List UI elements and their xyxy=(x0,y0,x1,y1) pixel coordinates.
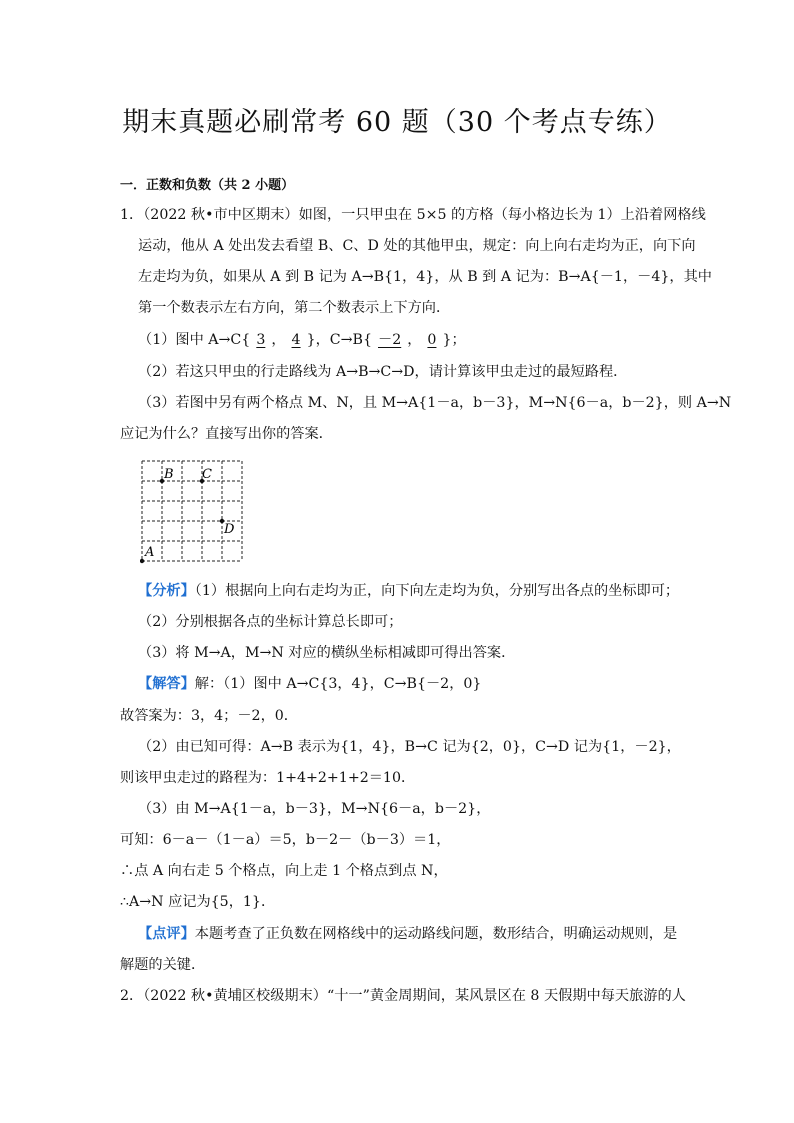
q1-part-1-sep: ， xyxy=(271,332,286,348)
q1-part-1-mid: }，C→B{ xyxy=(306,332,372,348)
grid-lines xyxy=(142,461,242,561)
analysis-tag: 【分析】 xyxy=(138,583,195,599)
q1-part-1 xyxy=(138,330,466,350)
label-a: A xyxy=(145,545,155,560)
solution-text-1: 解：（1）图中 A→C{3，4}，C→B{－2，0} xyxy=(194,676,482,692)
solution-line-7: ∴点 A 向右走 5 个格点，向上走 1 个格点到点 N， xyxy=(120,863,448,879)
q1-line-2: 运动，他从 A 处出发去看望 B、C、D 处的其他甲虫，规定：向上向右走均为正，向下向 xyxy=(138,238,696,254)
section-heading: 一．正数和负数（共 2 小题） xyxy=(120,178,295,193)
answer-blank-2: 4 xyxy=(291,332,301,348)
label-c: C xyxy=(202,467,212,482)
grid-figure xyxy=(140,458,250,566)
page-title: 期末真题必刷常考 60 题（30 个考点专练） xyxy=(122,107,672,138)
q1-part-3-cont: 应记为什么？直接写出你的答案． xyxy=(120,426,333,442)
answer-blank-3: －2 xyxy=(378,332,402,348)
q1-part-1-sep-2: ， xyxy=(407,332,422,348)
solution-line-2: 故答案为：3，4；－2，0． xyxy=(120,708,298,724)
comment-text-1: 本题考查了正负数在网格线中的运动路线问题，数形结合，明确运动规则，是 xyxy=(194,926,678,942)
q1-part-1-suffix: }； xyxy=(442,332,466,348)
label-b: B xyxy=(164,467,174,482)
q1-line-3: 左走均为负，如果从 A 到 B 记为 A→B{1，4}，从 B 到 A 记为：B→A{－1，－4}，其中 xyxy=(138,269,712,285)
solution-line-4: 则该甲虫走过的路程为：1+4+2+1+2＝10． xyxy=(120,770,416,786)
answer-blank-1: 3 xyxy=(256,332,266,348)
answer-blank-4: 0 xyxy=(427,332,437,348)
solution-line-6: 可知：6－a－（1－a）＝5，b－2－（b－3）＝1， xyxy=(120,832,451,848)
q2-line-1: 2．（2022 秋•黄埔区校级期末）“十一”黄金周期间，某风景区在 8 天假期中每天旅游的人 xyxy=(120,988,686,1004)
analysis-line-1 xyxy=(138,581,679,601)
solution-tag: 【解答】 xyxy=(138,676,195,692)
comment-tag: 【点评】 xyxy=(138,926,195,942)
q1-part-3: （3）若图中另有两个格点 M、N，且 M→A{1－a，b－3}，M→N{6－a，b－2}，则 A→N xyxy=(138,395,732,411)
q1-line-1: 1．（2022 秋•市中区期末）如图，一只甲虫在 5×5 的方格（每小格边长为 1）上沿着网格线 xyxy=(120,207,706,223)
comment-line-1 xyxy=(138,924,677,944)
solution-line-5: （3）由 M→A{1－a，b－3}，M→N{6－a，b－2}， xyxy=(138,801,491,817)
q1-line-4: 第一个数表示左右方向，第二个数表示上下方向． xyxy=(138,300,451,316)
label-d: D xyxy=(224,522,235,537)
solution-line-8: ∴A→N 应记为{5，1}． xyxy=(120,894,276,910)
comment-line-2: 解题的关键． xyxy=(120,957,206,973)
q1-part-2: （2）若这只甲虫的行走路线为 A→B→C→D，请计算该甲虫走过的最短路程． xyxy=(138,364,628,380)
solution-line-3: （2）由已知可得：A→B 表示为{1，4}，B→C 记为{2，0}，C→D 记为{1，－2}， xyxy=(138,739,681,755)
q1-part-1-prefix: （1）图中 A→C{ xyxy=(138,332,251,348)
point-a xyxy=(140,559,144,563)
analysis-text-1: （1）根据向上向右走均为正，向下向左走均为负，分别写出各点的坐标即可； xyxy=(194,583,680,599)
analysis-line-2: （2）分别根据各点的坐标计算总长即可； xyxy=(138,614,403,630)
solution-line-1 xyxy=(138,674,481,694)
analysis-line-3: （3）将 M→A，M→N 对应的横纵坐标相减即可得出答案． xyxy=(138,645,516,661)
